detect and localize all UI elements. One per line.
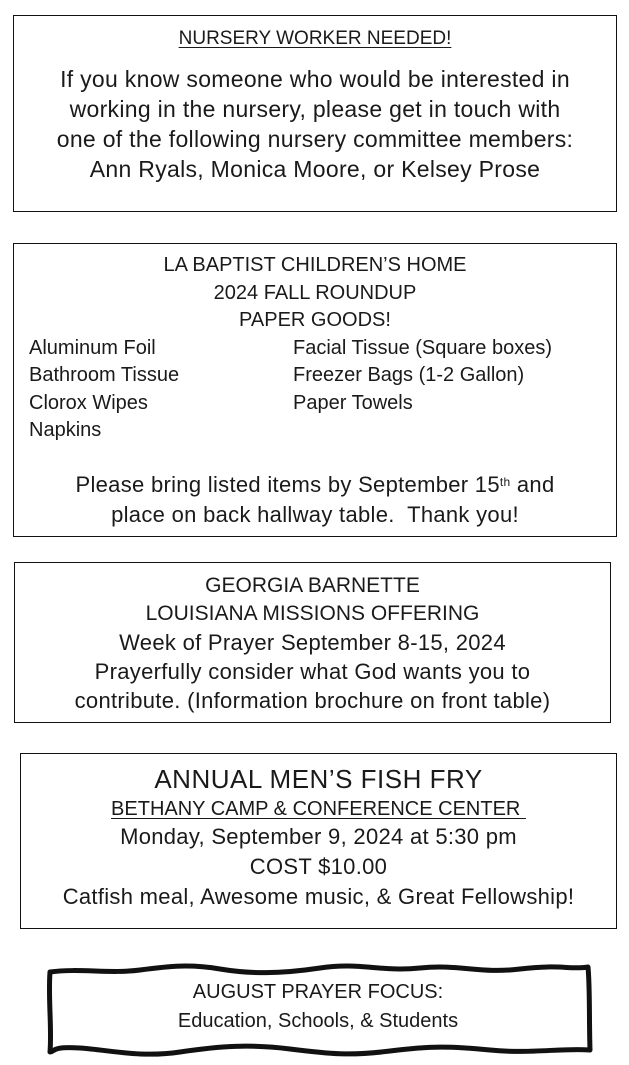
items-list-right xyxy=(293,335,552,417)
fish-fry-date: Monday, September 9, 2024 at 5:30 pm xyxy=(120,824,517,849)
list-item: Napkins xyxy=(29,418,102,441)
roundup-heading: 2024 FALL ROUNDUP xyxy=(213,281,417,304)
fish-fry-title: ANNUAL MEN’S FISH FRY xyxy=(154,764,483,794)
nursery-line: one of the following nursery committee members: xyxy=(56,126,574,152)
nursery-body xyxy=(14,64,616,184)
nursery-heading: NURSERY WORKER NEEDED! xyxy=(178,28,452,49)
nursery-line: Ann Ryals, Monica Moore, or Kelsey Prose xyxy=(89,156,541,182)
prayer-focus-topics: Education, Schools, & Students xyxy=(177,1010,459,1032)
ordinal-suffix: th xyxy=(499,475,511,489)
roundup-heading: LA BAPTIST CHILDREN’S HOME xyxy=(163,254,467,276)
prayer-focus-content xyxy=(40,978,596,1036)
roundup-notice xyxy=(13,243,617,537)
nursery-line: If you know someone who would be interested in xyxy=(60,66,570,92)
roundup-footer xyxy=(14,470,616,530)
list-item: Bathroom Tissue xyxy=(29,364,180,387)
fish-fry-content xyxy=(21,762,616,912)
fish-fry-location: BETHANY CAMP & CONFERENCE CENTER xyxy=(111,798,526,820)
missions-line: Prayerfully consider what God wants you to xyxy=(94,659,531,684)
roundup-footer-line1 xyxy=(14,470,616,500)
prayer-focus-heading: AUGUST PRAYER FOCUS: xyxy=(192,981,444,1003)
fish-fry-cost: COST $10.00 xyxy=(249,854,388,879)
fish-fry-notice xyxy=(20,753,617,929)
missions-notice xyxy=(14,562,611,723)
list-item: Facial Tissue (Square boxes) xyxy=(293,337,553,359)
fish-fry-tagline: Catfish meal, Awesome music, & Great Fellowship! xyxy=(62,884,575,909)
missions-line: LOUISIANA MISSIONS OFFERING xyxy=(145,602,480,625)
nursery-notice xyxy=(13,15,617,212)
roundup-footer-line2: place on back hallway table. Thank you! xyxy=(111,502,519,527)
prayer-focus-notice xyxy=(40,958,596,1060)
list-item: Aluminum Foil xyxy=(29,337,156,359)
missions-line: contribute. (Information brochure on front table) xyxy=(74,688,551,713)
roundup-headings xyxy=(14,252,616,335)
footer-text: and xyxy=(510,472,555,497)
roundup-heading: PAPER GOODS! xyxy=(239,309,391,331)
list-item: Freezer Bags (1-2 Gallon) xyxy=(293,364,525,387)
footer-text: Please bring listed items by September 15 xyxy=(75,472,500,497)
items-list-left xyxy=(29,335,179,444)
missions-line: Week of Prayer September 8-15, 2024 xyxy=(119,630,506,655)
list-item: Clorox Wipes xyxy=(29,391,148,414)
missions-content xyxy=(15,572,610,715)
missions-line: GEORGIA BARNETTE xyxy=(205,574,420,597)
list-item: Paper Towels xyxy=(293,391,413,414)
nursery-line: working in the nursery, please get in touch with xyxy=(69,96,561,122)
